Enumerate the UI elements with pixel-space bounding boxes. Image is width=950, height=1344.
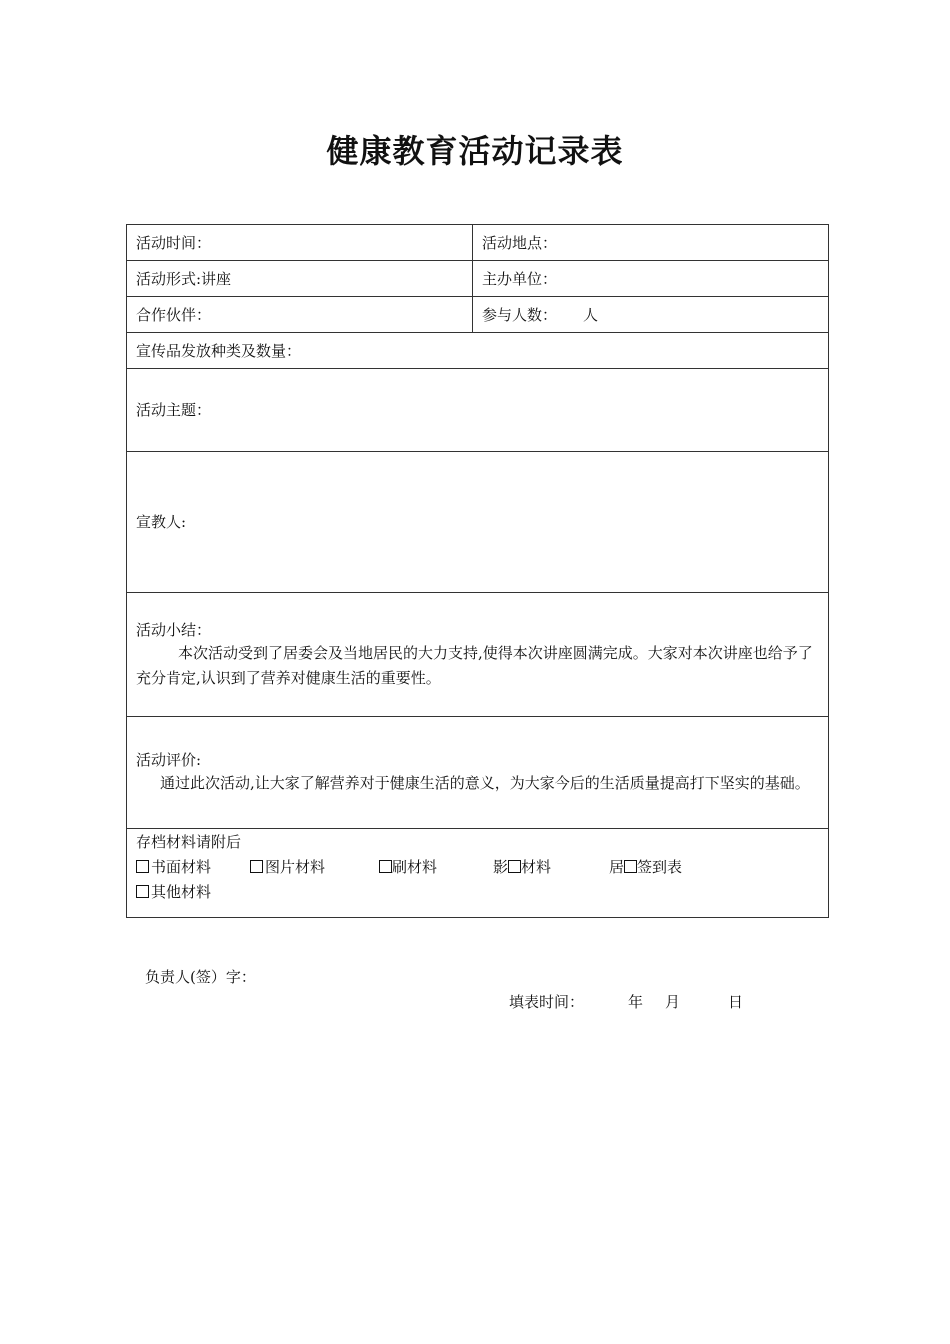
activity-location-field[interactable] xyxy=(473,225,829,261)
option-other[interactable]: 其他材料 xyxy=(136,881,211,902)
month-label: 月 xyxy=(665,993,681,1011)
participants-label: 参与人数： xyxy=(482,306,558,324)
materials-field[interactable] xyxy=(127,333,829,369)
checkbox-icon[interactable] xyxy=(379,860,392,873)
checkbox-icon[interactable] xyxy=(136,885,149,898)
record-table xyxy=(126,224,829,918)
fill-date-label: 填表时间： xyxy=(509,993,585,1011)
activity-time-field[interactable] xyxy=(127,225,473,261)
option-written[interactable]: 书面材料 xyxy=(136,856,211,877)
evaluation-label: 活动评价: xyxy=(136,751,202,769)
fill-date xyxy=(509,991,743,1012)
organizer-label: 主办单位： xyxy=(482,270,558,288)
evaluation-text: 通过此次活动,让大家了解营养对于健康生活的意义，为大家今后的生活质量提高打下坚实的基础。 xyxy=(160,774,810,792)
partner-field[interactable] xyxy=(127,297,473,333)
organizer-field[interactable] xyxy=(473,261,829,297)
summary-label: 活动小结： xyxy=(136,620,212,639)
option-video[interactable]: 影 材料 xyxy=(493,858,552,876)
checkbox-icon[interactable] xyxy=(136,860,149,873)
page-title: 健康教育活动记录表 xyxy=(326,132,624,170)
day-label: 日 xyxy=(728,993,744,1011)
activity-location-label: 活动地点： xyxy=(482,234,558,252)
archive-field xyxy=(127,829,829,918)
materials-label: 宣传品发放种类及数量： xyxy=(136,342,302,360)
activity-time-label: 活动时间： xyxy=(136,234,212,252)
summary-text: 本次活动受到了居委会及当地居民的大力支持,使得本次讲座圆满完成。大家对本次讲座也给予了充分肯定,认识到了营养对健康生活的重要性。 xyxy=(136,643,813,687)
archive-label: 存档材料请附后 xyxy=(136,833,242,851)
option-signin[interactable]: 居 签到表 xyxy=(609,858,683,876)
participants-unit: 人 xyxy=(583,306,599,324)
theme-label: 活动主题： xyxy=(136,401,212,419)
signer-label: 负责人(签）字： xyxy=(145,968,256,986)
option-print[interactable]: 刷材料 xyxy=(379,856,437,877)
partner-label: 合作伙伴： xyxy=(136,306,212,324)
lecturer-field[interactable] xyxy=(127,452,829,593)
option-photo[interactable]: 图片材料 xyxy=(250,856,325,877)
lecturer-label: 宣教人: xyxy=(136,513,187,531)
checkbox-icon[interactable] xyxy=(508,860,521,873)
theme-field[interactable] xyxy=(127,369,829,452)
evaluation-field[interactable] xyxy=(127,717,829,829)
checkbox-icon[interactable] xyxy=(250,860,263,873)
year-label: 年 xyxy=(628,993,644,1011)
checkbox-icon[interactable] xyxy=(624,860,637,873)
participants-field[interactable] xyxy=(473,297,829,333)
activity-form-label: 活动形式:讲座 xyxy=(136,270,232,288)
activity-form-field[interactable] xyxy=(127,261,473,297)
summary-field[interactable] xyxy=(127,593,829,717)
